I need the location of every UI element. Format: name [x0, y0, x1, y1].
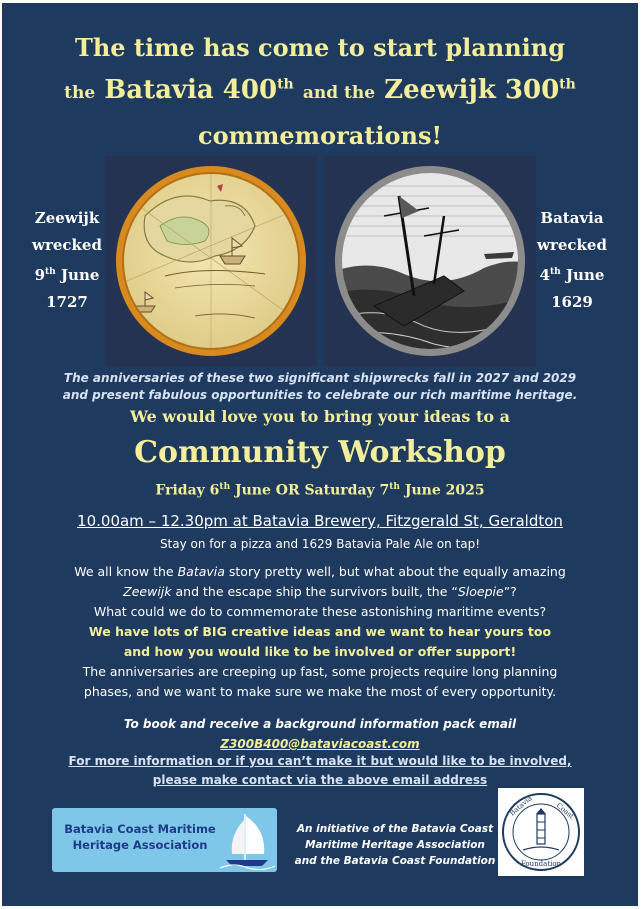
zeewijk-day-sup: th [45, 267, 56, 277]
zeewijk-date [22, 259, 112, 289]
shipwreck-illustration [324, 156, 536, 366]
body-b-em2: Sloepie [457, 584, 504, 599]
intro-line-2: and present fabulous opportunities to celebrate our rich maritime heritage. [62, 388, 578, 402]
bcmha-logo-text [60, 821, 220, 853]
body-line-e: and how you would like to be involved or offer support! [123, 644, 517, 659]
batavia-day-sup: th [550, 267, 561, 277]
headline-line-2 [2, 75, 638, 105]
batavia-day: 4 [539, 266, 551, 284]
headline-the: the [64, 83, 96, 103]
batavia-name: Batavia [540, 209, 604, 227]
initiative-line-3: and the Batavia Coast Foundation [294, 855, 496, 867]
sailing-ship-icon [220, 810, 275, 870]
headline-line-1: The time has come to start planning [74, 33, 566, 62]
body-line-d: We have lots of BIG creative ideas and we want to hear yours too [88, 624, 552, 639]
initiative-line-2: Maritime Heritage Association [305, 839, 485, 851]
workshop-title: Community Workshop [134, 435, 506, 470]
batavia-month: June [565, 266, 605, 284]
booking-text [2, 714, 638, 754]
body-b3: ”? [503, 584, 517, 599]
batavia-date [527, 259, 617, 289]
body-a2: story pretty well, but what about the equally amazing [228, 564, 566, 579]
intro-line-1: The anniversaries of these two significant shipwrecks fall in 2027 and 2029 [63, 371, 577, 385]
poster [2, 3, 638, 906]
body-b2: and the escape ship the survivors built, the “ [175, 584, 458, 599]
bcf-ring-right: Coast [554, 801, 576, 821]
zeewijk-year: 1727 [46, 293, 88, 311]
body-line-c: What could we do to commemorate these astonishing maritime events? [93, 604, 547, 619]
booking-line: To book and receive a background information pack email [123, 717, 517, 731]
zeewijk-caption [22, 205, 112, 316]
intro-text [32, 370, 608, 404]
invite-text: We would love you to bring your ideas to a [129, 407, 510, 426]
zeewijk-status: wrecked [32, 236, 102, 254]
body-line-b [22, 582, 618, 602]
bcmha-logo-line-2: Heritage Association [72, 838, 208, 852]
initiative-line-1: An initiative of the Batavia Coast [296, 823, 494, 835]
date-2-sup: th [389, 482, 400, 492]
bcf-ring-bottom: Foundation [520, 860, 562, 868]
date-1: Friday 6 [155, 482, 220, 499]
more-info [2, 752, 638, 790]
bcmha-logo-line-1: Batavia Coast Maritime [64, 822, 216, 836]
date-1-sup: th [219, 482, 231, 492]
body-a-em: Batavia [177, 564, 225, 579]
body-b-em: Zeewijk [123, 584, 172, 599]
date-mid: June OR Saturday 7 [234, 482, 390, 499]
booking-email-link[interactable]: Z300B400@bataviacoast.com [220, 737, 420, 751]
bcmha-logo [52, 808, 277, 872]
date-2-rest: June 2025 [404, 482, 485, 499]
batavia-caption [527, 205, 617, 316]
headline-batavia-400: Batavia 400 [104, 75, 278, 105]
headline-zeewijk-300: Zeewijk 300 [384, 75, 560, 105]
wreck-image [324, 156, 536, 366]
headline-and-the: and the [302, 83, 376, 103]
batavia-coast-foundation-seal [498, 788, 584, 876]
bcf-ring-left: Batavia [508, 794, 534, 818]
initiative-text [285, 821, 505, 869]
body-line-f: The anniversaries are creeping up fast, some projects require long planning [82, 664, 558, 679]
body-line-a [22, 562, 618, 582]
more-info-line-2: please make contact via the above email address [152, 773, 488, 787]
antique-map-illustration [105, 156, 317, 366]
headline-zeewijk-sup: th [559, 76, 576, 93]
stay-on-text: Stay on for a pizza and 1629 Batavia Pale Ale on tap! [159, 537, 481, 551]
body-a1: We all know the [74, 564, 174, 579]
map-image [105, 156, 317, 366]
headline-line-3: commemorations! [198, 121, 442, 150]
headline-batavia-sup: th [277, 76, 294, 93]
zeewijk-month: June [60, 266, 100, 284]
more-info-line-1: For more information or if you can’t make it but would like to be involved, [68, 754, 572, 768]
time-venue: 10.00am – 12.30pm at Batavia Brewery, Fitzgerald St, Geraldton [77, 512, 563, 530]
zeewijk-name: Zeewijk [34, 209, 100, 227]
workshop-dates [2, 482, 638, 499]
bcf-logo [498, 788, 584, 876]
batavia-status: wrecked [537, 236, 607, 254]
body-text [22, 562, 618, 702]
zeewijk-day: 9 [34, 266, 46, 284]
batavia-year: 1629 [551, 293, 593, 311]
body-line-g: phases, and we want to make sure we make the most of every opportunity. [83, 684, 557, 699]
